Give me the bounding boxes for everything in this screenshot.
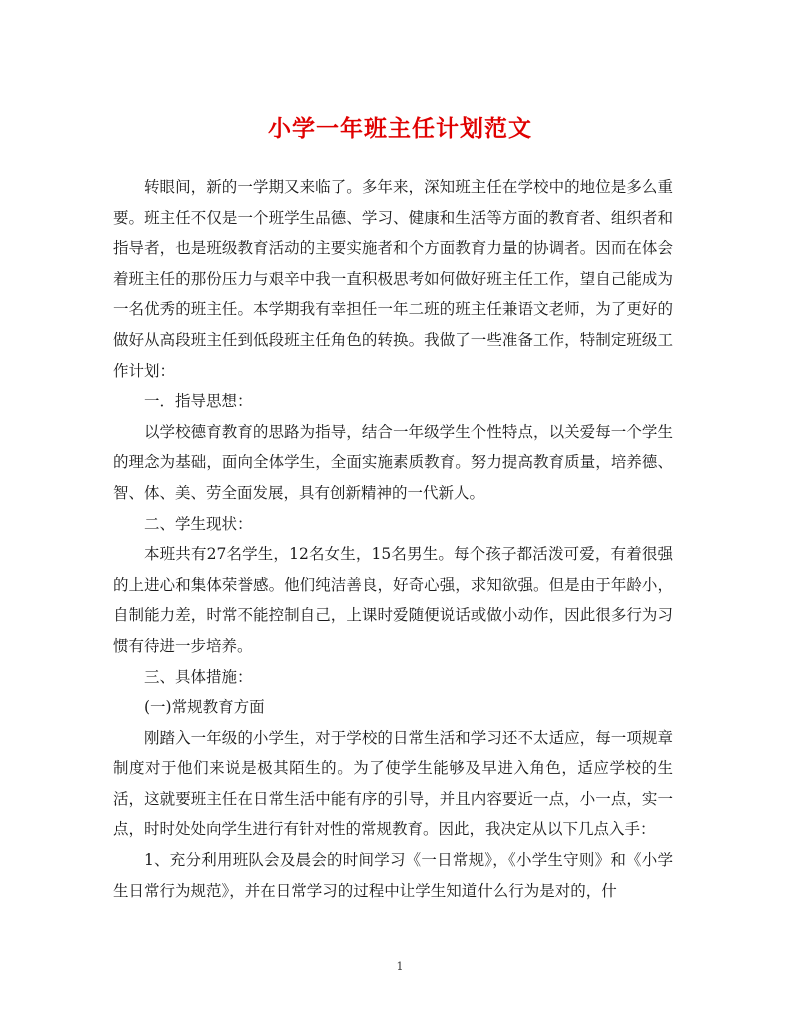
page-number: 1 [396, 960, 404, 973]
intro-paragraph: 转眼间，新的一学期又来临了。多年来，深知班主任在学校中的地位是多么重要。班主任不仅是一个班学生品德、学习、健康和生活等方面的教育者、组织者和指导者，也是班级教育活动的主要实施者和个方面教育力量的协调者。因而在体会着班主任的那份压力与艰辛中我一直积极思考如何做好班主任工作，望自己能成为一名优秀的班主任。本学期我有幸担任一年二班的班主任兼语文老师，为了更好的做好从高段班主任到低段班主任角色的转换。我做了一些准备工作，特制定班级工作计划： [113, 178, 673, 380]
routine-education-paragraph: 刚踏入一年级的小学生，对于学校的日常生活和学习还不太适应，每一项规章制度对于他们来说是极其陌生的。为了使学生能够及早进入角色，适应学校的生活，这就要班主任在日常生活中能有序的引导，并且内容要近一点，小一点，实一点，时时处处向学生进行有针对性的常规教育。因此，我决定从以下几点入手： [113, 728, 673, 839]
guiding-ideology-paragraph: 以学校德育教育的思路为指导，结合一年级学生个性特点，以关爱每一个学生的理念为基础，面向全体学生，全面实施素质教育。努力提高教育质量，培养德、智、体、美、劳全面发展，具有创新精神的一代新人。 [113, 422, 673, 502]
document-title: 小学一年班主任计划范文 [268, 115, 532, 142]
section-heading-measures: 三、具体措施： [144, 667, 253, 686]
measure-item-1-paragraph: 1、充分利用班队会及晨会的时间学习《一日常规》，《小学生守则》和《小学生日常行为规范》，并在日常学习的过程中让学生知道什么行为是对的，什 [113, 851, 673, 900]
subsection-heading-routine-education: (一)常规教育方面 [144, 698, 265, 717]
section-heading-guiding-ideology: 一．指导思想： [144, 392, 253, 411]
section-heading-student-status: 二、学生现状： [144, 514, 253, 533]
student-status-paragraph: 本班共有27名学生，12名女生，15名男生。每个孩子都活泼可爱，有着很强的上进心和集体荣誉感。他们纯洁善良，好奇心强，求知欲强。但是由于年龄小，自制能力差，时常不能控制自己，上课时爱随便说话或做小动作，因此很多行为习惯有待进一步培养。 [113, 545, 673, 655]
document-body [113, 172, 673, 906]
